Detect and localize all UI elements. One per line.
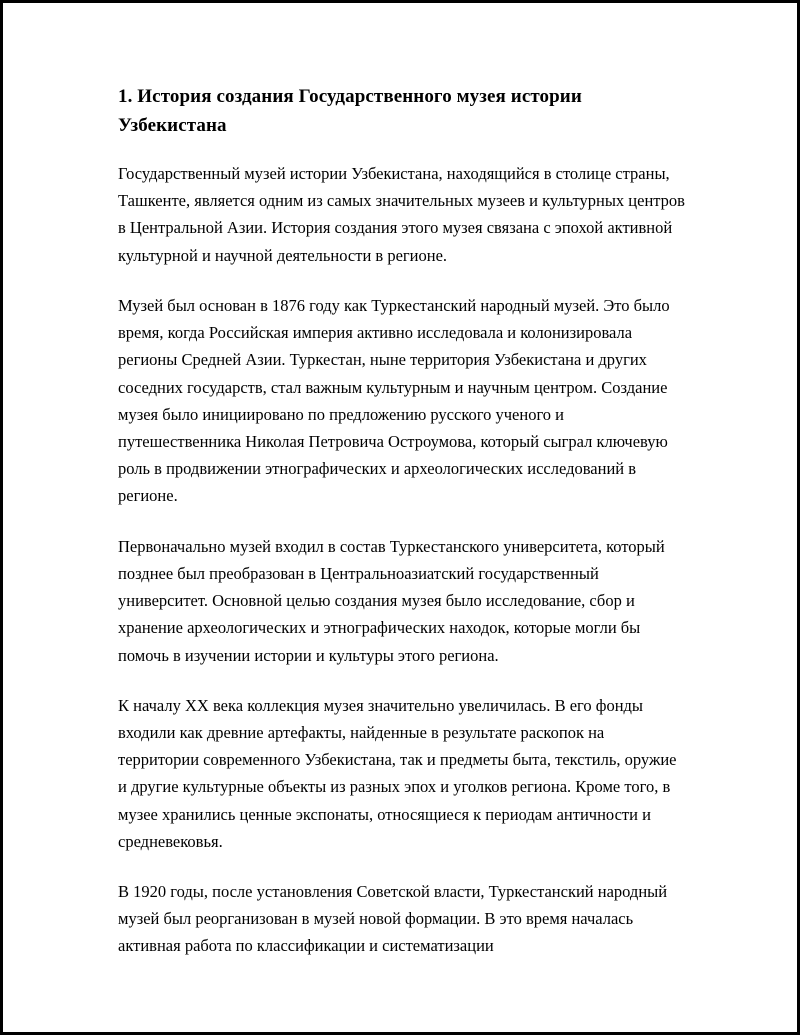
page-title: 1. История создания Государственного музея истории Узбекистана <box>118 86 582 136</box>
paragraph-5: В 1920 годы, после установления Советской власти, Туркестанский народный музей был реорганизован в музей новой формации. В это время началась активная работа по классификации и систематизации <box>118 882 668 956</box>
paragraph-4: К началу XX века коллекция музея значительно увеличилась. В его фонды входили как древние артефакты, найденные в результате раскопок на территории современного Узбекистана, так и предметы быта, текстиль, оружие и другие культурные объекты из разных эпох и уголков региона. Кроме того, в музее хранились ценные экспонаты, относящиеся к периодам античности и средневековья. <box>118 695 677 851</box>
paragraph-2: Музей был основан в 1876 году как Туркестанский народный музей. Это было время, когда Российская империя активно исследовала и колонизировала регионы Средней Азии. Туркестан, ныне территория Узбекистана и других соседних государств, стал важным культурным и научным центром. Создание музея было инициировано по предложению русского ученого и путешественника Николая Петровича Остроумова, который сыграл ключевую роль в продвижении этнографических и археологических исследований в регионе. <box>118 295 670 506</box>
document-body <box>118 83 688 960</box>
paragraph-1: Государственный музей истории Узбекистана, находящийся в столице страны, Ташкенте, является одним из самых значительных музеев и культурных центров в Центральной Азии. История создания этого музея связана с эпохой активной культурной и научной деятельности в регионе. <box>118 164 685 265</box>
paragraph-3: Первоначально музей входил в состав Туркестанского университета, который позднее был преобразован в Центральноазиатский государственный университет. Основной целью создания музея было исследование, сбор и хранение археологических и этнографических находок, которые могли бы помочь в изучении истории и культуры этого региона. <box>118 536 665 665</box>
